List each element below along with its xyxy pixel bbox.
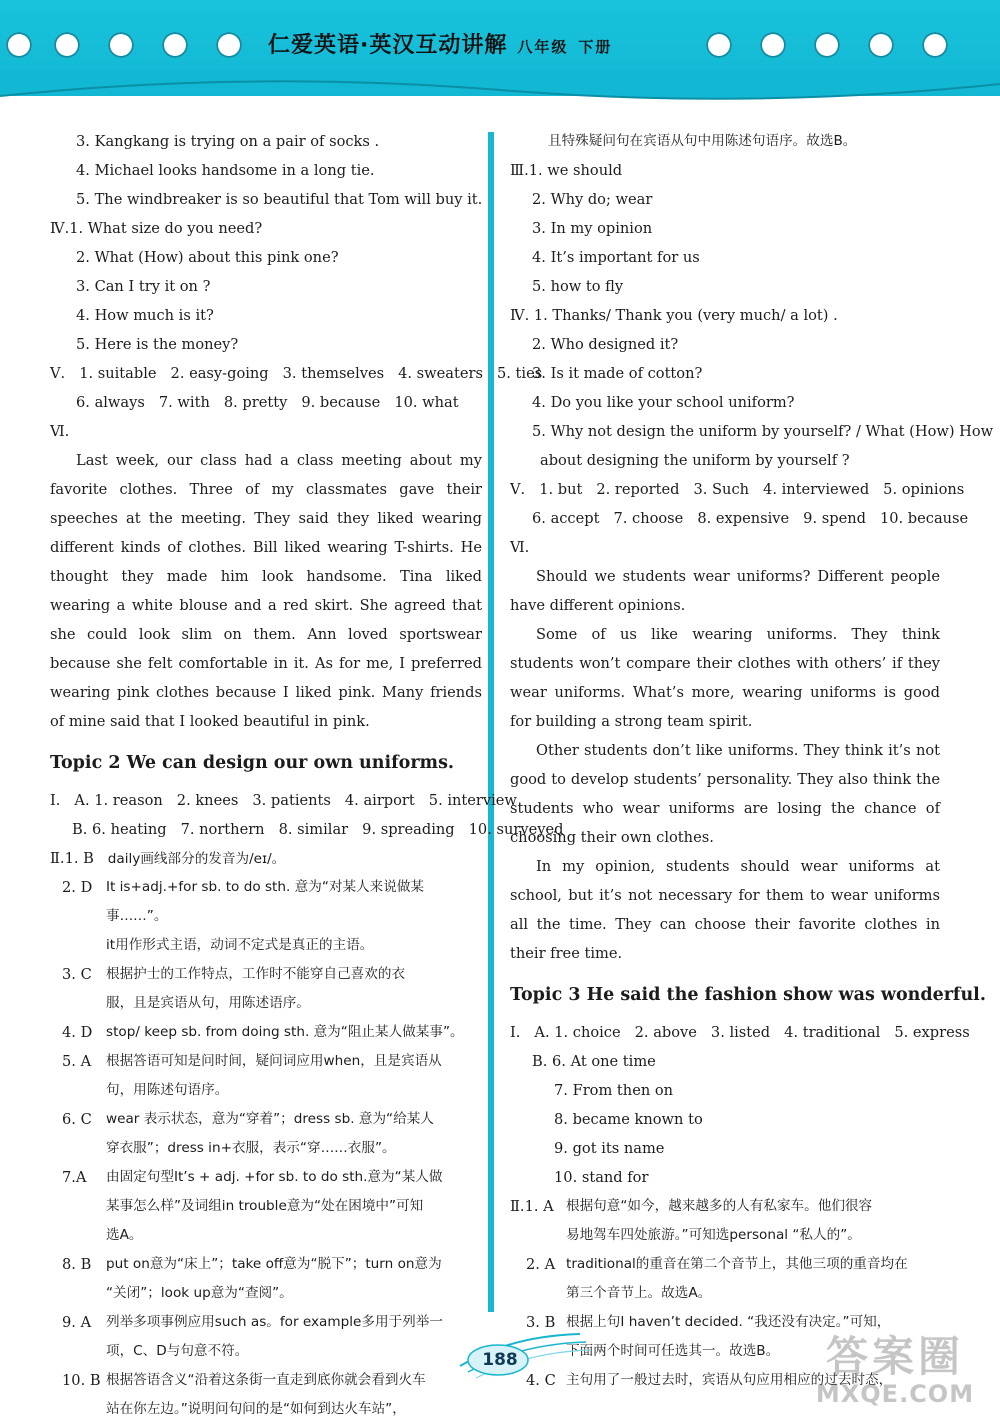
section-label: Ⅰ. [50, 792, 61, 809]
answer-item: 7. with [158, 394, 210, 411]
section-label: Ⅰ. [510, 1024, 521, 1041]
explanation-text: “关闭”；look up意为“查阅”。 [106, 1285, 293, 1301]
section-iv [510, 301, 940, 330]
explanation-continuation: 且特殊疑问句在宾语从句中用陈述句语序。故选B。 [548, 133, 857, 149]
answer-item: 10. because [879, 510, 969, 527]
section-iii [510, 156, 940, 185]
topic-3-heading: Topic 3 He said the fashion show was wonderful. [510, 985, 986, 1005]
section-label: Ⅴ. [50, 365, 66, 382]
answer-line: 3. Is it made of cotton? [532, 365, 703, 382]
binder-hole [6, 32, 32, 58]
explanation-item [510, 1192, 940, 1250]
answer-line: 3. Kangkang is trying on a pair of socks . [76, 133, 380, 150]
answer-line: 7. From then on [554, 1082, 674, 1099]
explanation-text: 选A。 [106, 1227, 143, 1243]
explanation-item [50, 1163, 482, 1250]
explanation-text: 服，且是宾语从句，用陈述语序。 [106, 995, 310, 1011]
answer-item: 3. listed [710, 1024, 771, 1041]
answer-item: B. 6. heating [72, 821, 167, 838]
explanation-text: 句，用陈述句语序。 [106, 1082, 229, 1098]
topic-2-heading: Topic 2 We can design our own uniforms. [50, 753, 455, 773]
answer-line: 5. Here is the money? [76, 336, 239, 353]
explanation-number [510, 1192, 566, 1250]
answer-line: 4. Michael looks handsome in a long tie. [76, 162, 375, 179]
answer-item: 2. knees [176, 792, 239, 809]
section-i [50, 786, 517, 815]
answer-item: 9. spreading [362, 821, 455, 838]
essay-paragraph: In my opinion, students should wear uniforms at school, but it’s not necessary for them to wear uniforms all the time. They can choose their favorite clothes in their free time. [510, 858, 940, 962]
explanation-text: stop/ keep sb. from doing sth. 意为“阻止某人做某事”。 [106, 1024, 464, 1040]
answer-line: 10. stand for [554, 1169, 649, 1186]
explanation-number: 7.A [62, 1169, 87, 1186]
explanation-item [510, 1250, 940, 1308]
answer-item: 6. accept [532, 510, 600, 527]
answer-item: 3. patients [252, 792, 331, 809]
explanation-text: 根据护士的工作特点，工作时不能穿自己喜欢的衣 [106, 966, 406, 982]
section-label: Ⅳ. [510, 307, 530, 324]
explanation-number-value: 1. A [524, 1198, 554, 1215]
explanation-item [50, 1018, 482, 1047]
answer-line: 4. How much is it? [76, 307, 214, 324]
answer-item: A. 1. choice [534, 1024, 621, 1041]
explanation-text: put on意为“床上”；take off意为“脱下”；turn on意为 [106, 1256, 442, 1272]
section-label: Ⅱ. [50, 850, 65, 867]
explanation-text: 站在你左边。”说明问句问的是“如何到达火车站”， [106, 1401, 406, 1417]
section-i [510, 1018, 970, 1047]
binder-hole [108, 32, 134, 58]
answer-item: A. 1. reason [74, 792, 163, 809]
answer-row [510, 504, 969, 533]
section-ii-label-row [50, 844, 482, 873]
explanation-number: 10. B [62, 1372, 101, 1389]
answer-line: 5. The windbreaker is so beautiful that Tom will buy it. [76, 191, 483, 208]
explanation-text: 主句用了一般过去时，宾语从句应用相应的过去时态， [566, 1372, 893, 1388]
explanation-item [50, 1105, 482, 1163]
explanation-number: 4. C [526, 1372, 556, 1389]
explanation-number: 2. D [62, 879, 93, 896]
answer-line: 5. Why not design the uniform by yourself? / What (How) How [532, 423, 994, 440]
book-grade: 八年级 [517, 38, 569, 56]
explanation-text: it用作形式主语，动词不定式是真正的主语。 [106, 937, 374, 953]
explanation-text: 根据上句I haven’t decided. “我还没有决定。”可知， [566, 1314, 891, 1330]
answer-item: 5. interview [428, 792, 517, 809]
answer-item: 10. surveyed [468, 821, 564, 838]
header-wave-decoration [0, 70, 1000, 110]
explanation-text: traditional的重音在第二个音节上，其他三项的重音均在 [566, 1256, 908, 1272]
answer-item: 4. interviewed [763, 481, 870, 498]
explanation-text: 项，C、D与句意不符。 [106, 1343, 249, 1359]
answer-line: 2. Why do; wear [532, 191, 653, 208]
explanation-number: 6. C [62, 1111, 92, 1128]
explanation-number: 2. A [526, 1256, 556, 1273]
section-iv [50, 214, 482, 243]
binder-hole [868, 32, 894, 58]
explanation-item [50, 960, 482, 1018]
explanation-item [50, 1366, 482, 1424]
book-title [268, 28, 612, 64]
explanation-text: 根据答语含义“沿着这条街一直走到底你就会看到火车 [106, 1372, 426, 1388]
binder-hole [760, 32, 786, 58]
explanation-item [50, 1308, 482, 1366]
section-label: Ⅴ. [510, 481, 526, 498]
answer-line: B. 6. At one time [532, 1053, 656, 1070]
book-volume: 下册 [578, 38, 613, 56]
answer-item: 4. sweaters [398, 365, 483, 382]
answer-line: 2. Who designed it? [532, 336, 679, 353]
explanation-number: 4. D [62, 1024, 93, 1041]
explanation-text: 列举多项事例应用such as。for example多用于列举一 [106, 1314, 443, 1330]
section-label: Ⅱ. [510, 1198, 525, 1215]
explanation-text: 下面两个时间可任选其一。故选B。 [566, 1343, 780, 1359]
answer-item: 9. spend [803, 510, 866, 527]
binder-hole [922, 32, 948, 58]
site-watermark [800, 1320, 990, 1416]
answer-line: 5. how to fly [532, 278, 624, 295]
binder-hole [162, 32, 188, 58]
explanation-text: 根据答语可知是问时间，疑问词应用when，且是宾语从 [106, 1053, 442, 1069]
answer-line: 4. Do you like your school uniform? [532, 394, 795, 411]
explanation-number: 8. B [62, 1256, 92, 1273]
watermark-logo-text: 答案圈 [825, 1332, 964, 1381]
explanation-text: 某事怎么样”及词组in trouble意为“处在困境中”可知 [106, 1198, 424, 1214]
answer-line: 1. What size do you need? [69, 220, 263, 237]
answer-item: 3. themselves [282, 365, 385, 382]
explanation-number: 1. B [64, 850, 94, 867]
section-v [510, 475, 965, 504]
explanation-number: 3. B [526, 1314, 556, 1331]
column-divider [488, 132, 494, 1312]
explanation-text: 第三个音节上。故选A。 [566, 1285, 712, 1301]
section-label: Ⅵ. [50, 423, 70, 440]
answer-line: 4. It’s important for us [532, 249, 700, 266]
answer-item: 7. choose [613, 510, 684, 527]
book-title-main: 仁爱英语·英汉互动讲解 [268, 33, 508, 58]
answer-line: 2. What (How) about this pink one? [76, 249, 339, 266]
explanation-text: 穿衣服”；dress in+衣服，表示“穿……衣服”。 [106, 1140, 396, 1156]
explanation-item [65, 850, 286, 867]
answer-item: 7. northern [180, 821, 265, 838]
explanation-item [50, 1047, 482, 1105]
answer-line: 9. got its name [554, 1140, 665, 1157]
answer-line: 8. became known to [554, 1111, 703, 1128]
answer-line: 3. In my opinion [532, 220, 653, 237]
explanation-text: 根据句意“如今，越来越多的人有私家车。他们很容 [566, 1198, 873, 1214]
binder-hole [216, 32, 242, 58]
answer-line: 1. Thanks/ Thank you (very much/ a lot) . [533, 307, 838, 324]
watermark-url: MXQE.COM [815, 1380, 975, 1408]
answer-item: 1. suitable [79, 365, 157, 382]
binder-hole [706, 32, 732, 58]
answer-item: 6. always [76, 394, 145, 411]
explanation-text: It is+adj.+for sb. to do sth. 意为“对某人来说做某事……”。 [106, 879, 425, 924]
binder-hole [54, 32, 80, 58]
essay-paragraph: Other students don’t like uniforms. They think it’s not good to develop students’ personality. They also think the students who wear uniforms are losing the chance of choosing their own clothes. [510, 742, 940, 846]
section-label: Ⅲ. [510, 162, 529, 179]
essay-paragraph: Last week, our class had a class meeting about my favorite clothes. Three of my classmates gave their speeches at the meeting. They said they liked wearing different kinds of clothes. Bill liked wearing T-shirts. He thought they made him look handsome. Tina liked wearing a white blouse and a red skirt. She agreed that she could look slim on them. Ann loved sportswear because she felt comfortable in it. As for me, I preferred wearing pink clothes because I liked pink. Many friends of mine said that I looked beautiful in pink. [50, 452, 482, 730]
explanation-number: 9. A [62, 1314, 92, 1331]
answer-item: 8. pretty [223, 394, 288, 411]
section-label: Ⅳ. [50, 220, 70, 237]
explanation-number: 3. C [62, 966, 92, 983]
explanation-number: 5. A [62, 1053, 92, 1070]
answer-row [50, 815, 564, 844]
answer-line: 1. we should [528, 162, 623, 179]
answer-item: 5. opinions [883, 481, 965, 498]
answer-item: 3. Such [693, 481, 750, 498]
answer-line: 3. Can I try it on ? [76, 278, 211, 295]
answer-item: 10. what [394, 394, 459, 411]
explanation-item [50, 1250, 482, 1308]
answer-item: 5. ties [496, 365, 543, 382]
answer-line: about designing the uniform by yourself ? [540, 452, 850, 469]
answer-item: 4. airport [344, 792, 415, 809]
answer-item: 2. easy-going [170, 365, 269, 382]
explanation-text: wear 表示状态，意为“穿着”；dress sb. 意为“给某人 [106, 1111, 434, 1127]
page-header [0, 0, 1000, 96]
answer-item: 4. traditional [784, 1024, 881, 1041]
essay-paragraph: Should we students wear uniforms? Different people have different opinions. [510, 568, 940, 614]
section-v [50, 359, 543, 388]
answer-item: 8. similar [278, 821, 349, 838]
answer-row [50, 388, 482, 417]
explanation-text: 易地驾车四处旅游。”可知选personal “私人的”。 [566, 1227, 861, 1243]
essay-paragraph: Some of us like wearing uniforms. They think students won’t compare their clothes with others’ if they wear uniforms. What’s more, wearing uniforms is good for building a strong team spirit. [510, 626, 940, 730]
explanation-text: daily画线部分的发音为/eɪ/。 [107, 851, 286, 867]
answer-item: 2. reported [596, 481, 680, 498]
answer-item: 2. above [634, 1024, 697, 1041]
answer-item: 9. because [301, 394, 381, 411]
explanation-item [50, 873, 482, 960]
explanation-text: 由固定句型It’s + adj. +for sb. to do sth.意为“某人做 [106, 1169, 443, 1185]
answer-item: 1. but [539, 481, 583, 498]
answer-item: 8. expensive [697, 510, 790, 527]
answer-item: 5. express [894, 1024, 970, 1041]
binder-hole [814, 32, 840, 58]
section-label: Ⅵ. [510, 539, 530, 556]
page-number: 188 [482, 1350, 518, 1370]
